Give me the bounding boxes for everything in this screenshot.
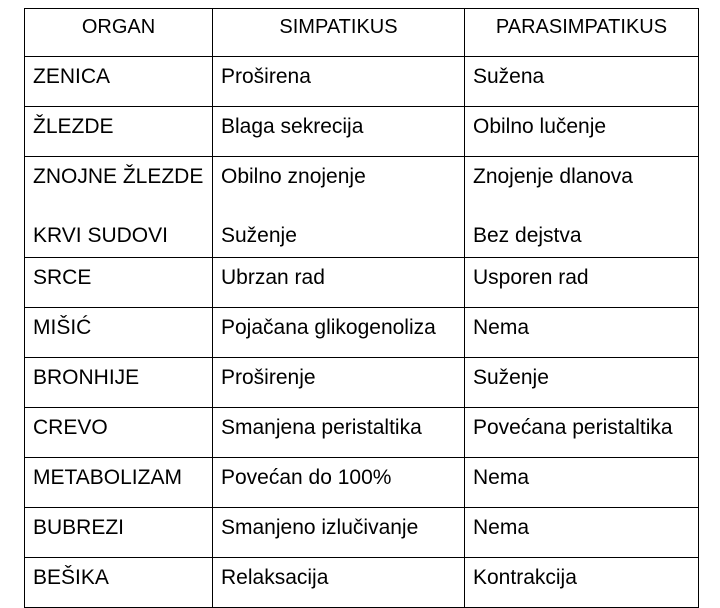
organ-cell: SRCE (25, 258, 213, 308)
parasimpatikus-cell: Usporen rad (465, 258, 699, 308)
organ-cell: MIŠIĆ (25, 308, 213, 358)
organ-cell: ŽLEZDE (25, 107, 213, 157)
parasimpatikus-cell: Nema (465, 458, 699, 508)
table-row (25, 408, 699, 458)
parasimpatikus-cell: Bez dejstva (465, 220, 699, 258)
table-row (25, 57, 699, 107)
table-row (25, 220, 699, 258)
table-row (25, 358, 699, 408)
organ-cell: KRVI SUDOVI (25, 220, 213, 258)
simpatikus-cell: Ubrzan rad (213, 258, 465, 308)
table-row (25, 258, 699, 308)
simpatikus-cell: Blaga sekrecija (213, 107, 465, 157)
header-parasimpatikus: PARASIMPATIKUS (465, 9, 699, 57)
table-row (25, 558, 699, 608)
parasimpatikus-cell: Kontrakcija (465, 558, 699, 608)
parasimpatikus-cell: Nema (465, 308, 699, 358)
simpatikus-cell: Suženje (213, 220, 465, 258)
table-body (25, 57, 699, 608)
simpatikus-cell: Pojačana glikogenoliza (213, 308, 465, 358)
organ-cell: METABOLIZAM (25, 458, 213, 508)
simpatikus-cell: Smanjeno izlučivanje (213, 508, 465, 558)
parasimpatikus-cell: Obilno lučenje (465, 107, 699, 157)
organ-cell: BEŠIKA (25, 558, 213, 608)
simpatikus-cell: Obilno znojenje (213, 157, 465, 221)
organ-cell: CREVO (25, 408, 213, 458)
simpatikus-cell: Relaksacija (213, 558, 465, 608)
table-row (25, 308, 699, 358)
simpatikus-cell: Proširenje (213, 358, 465, 408)
parasimpatikus-cell: Povećana peristaltika (465, 408, 699, 458)
parasimpatikus-cell: Nema (465, 508, 699, 558)
organ-cell: BRONHIJE (25, 358, 213, 408)
header-organ: ORGAN (25, 9, 213, 57)
table-row (25, 458, 699, 508)
header-simpatikus: SIMPATIKUS (213, 9, 465, 57)
organ-cell: ZNOJNE ŽLEZDE (25, 157, 213, 221)
table-row (25, 107, 699, 157)
parasimpatikus-cell: Suženje (465, 358, 699, 408)
simpatikus-cell: Proširena (213, 57, 465, 107)
header-row (25, 9, 699, 57)
table-row (25, 157, 699, 221)
table-row (25, 508, 699, 558)
organ-comparison-table (24, 8, 699, 608)
parasimpatikus-cell: Sužena (465, 57, 699, 107)
parasimpatikus-cell: Znojenje dlanova (465, 157, 699, 221)
table-header (25, 9, 699, 57)
simpatikus-cell: Povećan do 100% (213, 458, 465, 508)
organ-cell: BUBREZI (25, 508, 213, 558)
simpatikus-cell: Smanjena peristaltika (213, 408, 465, 458)
organ-cell: ZENICA (25, 57, 213, 107)
